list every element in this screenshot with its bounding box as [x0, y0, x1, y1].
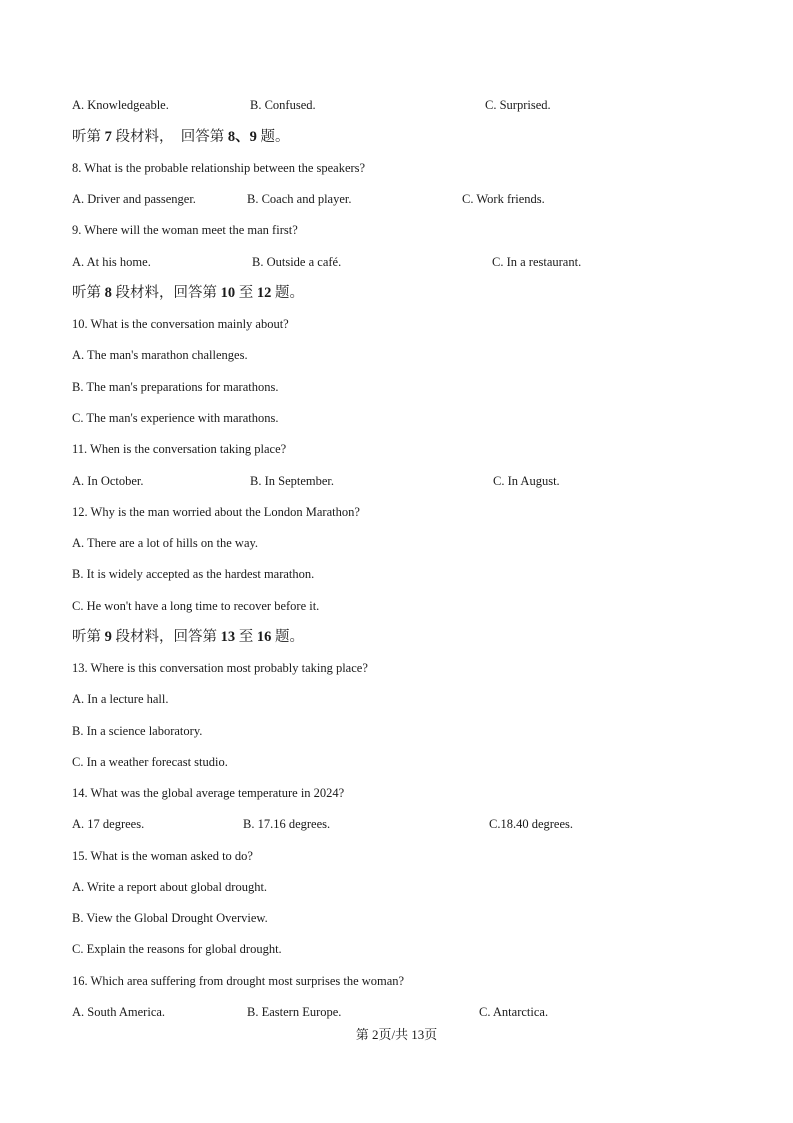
section-9-from: 13 — [220, 629, 236, 645]
q12-option-a: A. There are a lot of hills on the way. — [72, 536, 259, 550]
section-9-number: 9 — [104, 629, 112, 645]
q15-option-a: A. Write a report about global drought. — [72, 880, 268, 894]
section-9-to: 16 — [256, 629, 272, 645]
question-14-stem: 14. What was the global average temperature in 2024? — [72, 786, 345, 800]
q7-option-b: B. Confused. — [250, 98, 316, 112]
q8-option-b: B. Coach and player. — [247, 192, 352, 206]
section-7-mid: 段材料， 回答第 — [115, 129, 225, 145]
section-9-mid: 段材料，回答第 — [115, 629, 217, 645]
q10-option-a: A. The man's marathon challenges. — [72, 348, 248, 362]
q13-option-a: A. In a lecture hall. — [72, 692, 169, 706]
section-9-heading — [72, 628, 304, 646]
q14-option-a: A. 17 degrees. — [72, 817, 145, 831]
q11-option-c: C. In August. — [493, 474, 560, 488]
q11-option-b: B. In September. — [250, 474, 335, 488]
q12-option-c: C. He won't have a long time to recover before it. — [72, 599, 320, 613]
section-7-suffix: 题。 — [260, 129, 290, 145]
question-16-stem: 16. Which area suffering from drought most surprises the woman? — [72, 974, 405, 988]
section-7-number: 7 — [104, 129, 112, 145]
question-9-stem: 9. Where will the woman meet the man first? — [72, 223, 298, 237]
section-8-to-word: 至 — [238, 285, 254, 301]
section-8-mid: 段材料，回答第 — [115, 285, 217, 301]
q16-option-c: C. Antarctica. — [479, 1005, 549, 1019]
q14-option-c: C.18.40 degrees. — [489, 817, 574, 831]
question-15-stem: 15. What is the woman asked to do? — [72, 849, 253, 863]
q13-option-b: B. In a science laboratory. — [72, 724, 203, 738]
question-11-stem: 11. When is the conversation taking place? — [72, 442, 287, 456]
section-7-prefix: 听第 — [72, 129, 101, 145]
section-8-from: 10 — [220, 285, 236, 301]
section-8-suffix: 题。 — [275, 285, 304, 301]
section-8-number: 8 — [104, 285, 112, 301]
page-number-footer: 第 2页/共 13页 — [355, 1027, 438, 1042]
q15-option-c: C. Explain the reasons for global drought. — [72, 942, 282, 956]
q9-option-c: C. In a restaurant. — [492, 255, 582, 269]
q14-option-b: B. 17.16 degrees. — [243, 817, 331, 831]
question-12-stem: 12. Why is the man worried about the London Marathon? — [72, 505, 360, 519]
section-7-range: 8、9 — [227, 129, 257, 145]
q7-option-a: A. Knowledgeable. — [72, 98, 169, 112]
q16-option-b: B. Eastern Europe. — [247, 1005, 342, 1019]
q15-option-b: B. View the Global Drought Overview. — [72, 911, 268, 925]
section-7-heading — [72, 128, 290, 146]
section-9-to-word: 至 — [238, 629, 254, 645]
q11-option-a: A. In October. — [72, 474, 144, 488]
q9-option-a: A. At his home. — [72, 255, 151, 269]
section-8-to: 12 — [256, 285, 272, 301]
q10-option-b: B. The man's preparations for marathons. — [72, 380, 279, 394]
section-9-suffix: 题。 — [275, 629, 304, 645]
q9-option-b: B. Outside a café. — [252, 255, 342, 269]
question-10-stem: 10. What is the conversation mainly about? — [72, 317, 289, 331]
q7-option-c: C. Surprised. — [485, 98, 551, 112]
question-13-stem: 13. Where is this conversation most probably taking place? — [72, 661, 368, 675]
q8-option-a: A. Driver and passenger. — [72, 192, 196, 206]
q16-option-a: A. South America. — [72, 1005, 166, 1019]
q8-option-c: C. Work friends. — [462, 192, 545, 206]
q10-option-c: C. The man's experience with marathons. — [72, 411, 279, 425]
section-8-prefix: 听第 — [72, 285, 101, 301]
section-9-prefix: 听第 — [72, 629, 101, 645]
q13-option-c: C. In a weather forecast studio. — [72, 755, 228, 769]
question-8-stem: 8. What is the probable relationship between the speakers? — [72, 161, 366, 175]
q12-option-b: B. It is widely accepted as the hardest marathon. — [72, 567, 315, 581]
section-8-heading — [72, 284, 304, 302]
